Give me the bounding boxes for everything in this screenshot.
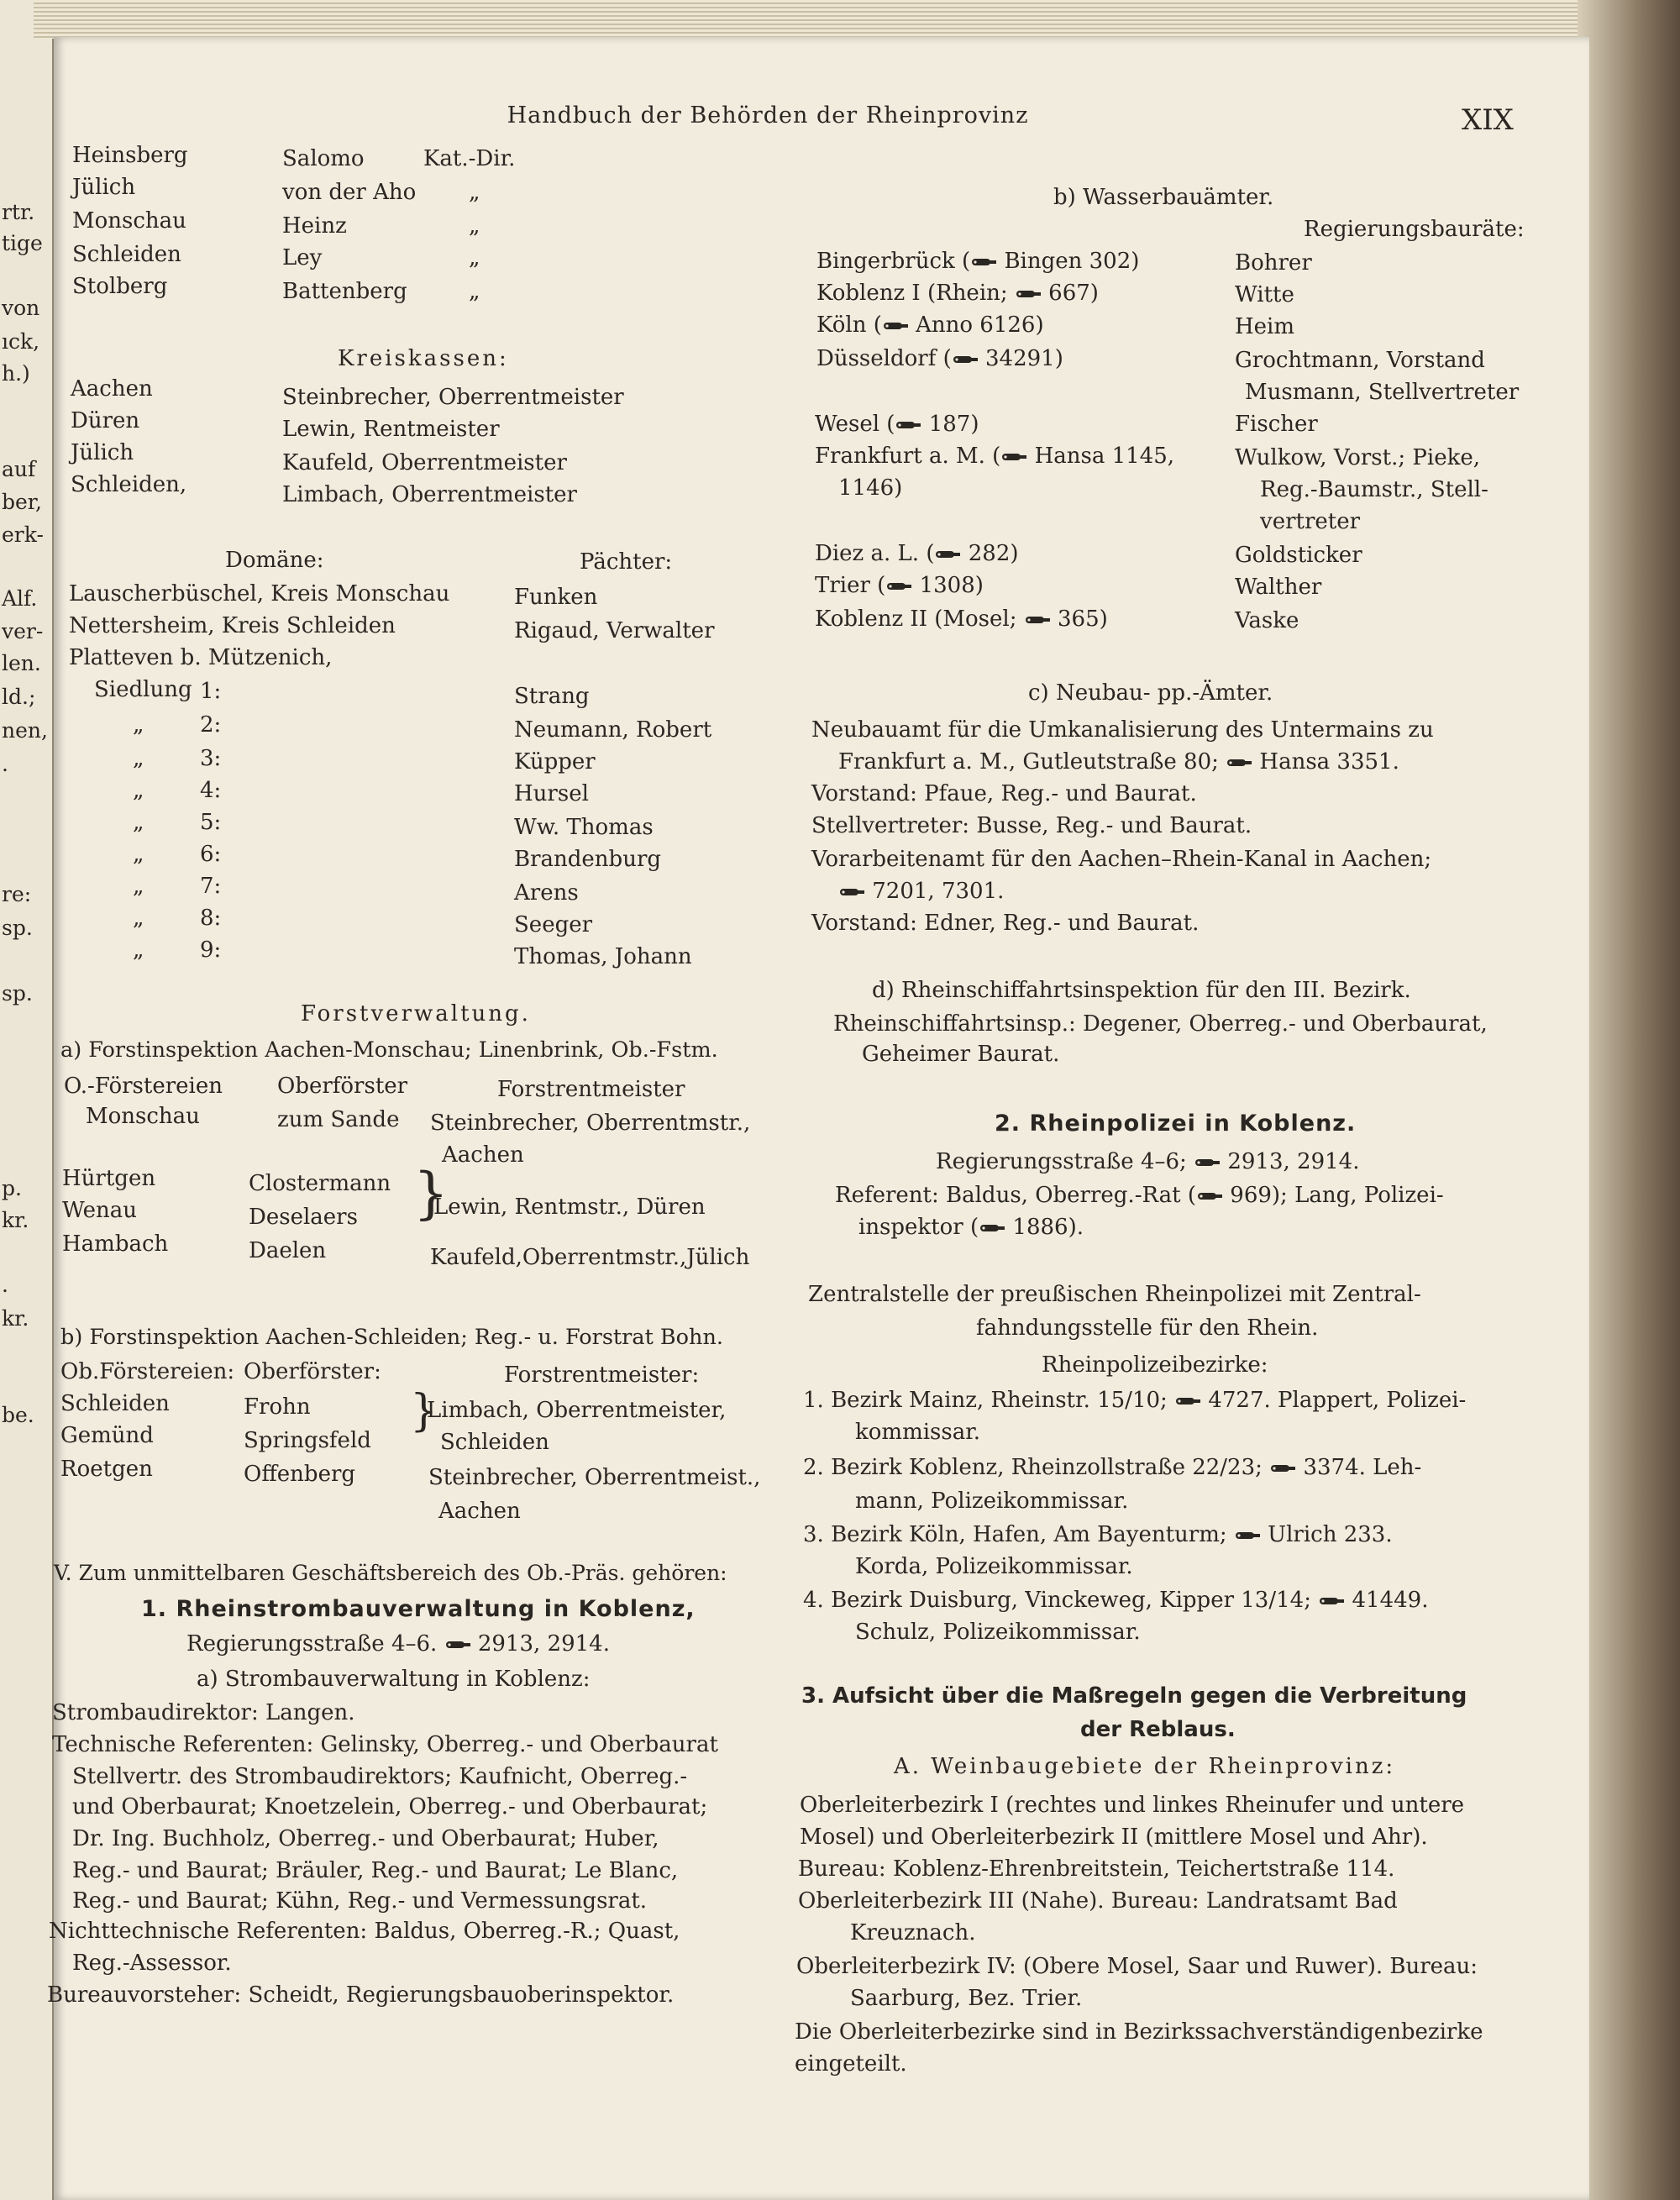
column-heading: Pächter:	[580, 549, 673, 575]
text-line: Oberleiterbezirk IV: (Obere Mosel, Saar und Ruwer). Bureau:	[796, 1954, 1478, 1979]
text-line: Bureauvorsteher: Scheidt, Regierungsbauoberinspektor.	[47, 1982, 675, 2008]
rentmeister-name: Steinbrecher, Oberrentmeist.,	[428, 1465, 761, 1490]
edge-text: kr.	[2, 1208, 29, 1232]
amt-entry	[815, 608, 1108, 630]
baurat-name: Heim	[1235, 314, 1295, 339]
subsection-title: 1. Rheinstrombauverwaltung in Koblenz,	[141, 1596, 696, 1622]
edge-text: h.)	[2, 361, 30, 386]
forstinspektion-a: a) Forstinspektion Aachen-Monschau; Linenbrink, Ob.-Fstm.	[60, 1037, 718, 1063]
telephone-number: 34291)	[985, 346, 1063, 371]
telephone-icon	[970, 256, 997, 268]
text-line: fahndungsstelle für den Rhein.	[976, 1315, 1319, 1341]
bezirk-text: Ulrich 233.	[1268, 1522, 1393, 1547]
amt-name: Düsseldorf (	[816, 346, 952, 371]
edge-text: ld.;	[2, 685, 36, 709]
address	[186, 1633, 610, 1655]
section-heading: Kreiskassen:	[338, 346, 509, 371]
telephone-number: Hansa 3351.	[1259, 749, 1399, 774]
text-line: und Oberbaurat; Knoetzelein, Oberreg.- und Oberbaurat;	[72, 1794, 708, 1819]
telephone-number: 7201, 7301.	[872, 879, 1005, 904]
domaene-name: Nettersheim, Kreis Schleiden	[69, 613, 396, 638]
column-heading: Ob.Förstereien:	[60, 1359, 235, 1384]
ditto-mark: „	[133, 746, 144, 771]
telephone-icon	[1196, 1190, 1223, 1202]
amt-name: Diez a. L. (	[815, 541, 935, 566]
foersterei-name: Gemünd	[60, 1423, 154, 1448]
text-line	[838, 751, 1399, 773]
paechter-name: Rigaud, Verwalter	[514, 618, 715, 643]
siedlung-label: Siedlung	[94, 677, 192, 702]
amt-entry	[815, 575, 984, 596]
oberfoerster-name: Frohn	[244, 1394, 311, 1420]
text-line: Bureau: Koblenz-Ehrenbreitstein, Teichertstraße 114.	[798, 1856, 1395, 1882]
amt-name: Trier (	[815, 573, 886, 598]
rentmeister-name: Limbach, Oberrentmeister,	[427, 1398, 727, 1423]
address-text: Regierungsstraße 4–6.	[186, 1631, 438, 1657]
page-stack-edge	[34, 0, 1613, 39]
edge-text: rtr.	[2, 200, 35, 224]
foersterei-name: Hambach	[62, 1231, 169, 1257]
siedlung-number: 8:	[200, 906, 222, 931]
telephone-icon	[895, 419, 921, 431]
kreis-name: Jülich	[72, 175, 136, 200]
baurat-name: Reg.-Baumstr., Stell-	[1260, 477, 1488, 502]
page-number: XIX	[1462, 103, 1514, 137]
telephone-number: 969); Lang, Polizei-	[1230, 1183, 1444, 1208]
ditto-mark: „	[469, 245, 480, 270]
edge-text: be.	[2, 1403, 34, 1427]
rentmeister-name: Steinbrecher, Oberrentmstr.,	[430, 1111, 751, 1136]
rentmeister-place: Aachen	[438, 1499, 521, 1524]
telephone-number: 282)	[968, 541, 1019, 566]
text-line: Neubauamt für die Umkanalisierung des Untermains zu	[811, 717, 1434, 743]
edge-text: ber,	[2, 490, 42, 514]
amt-name: Köln (	[816, 312, 882, 338]
text-line: Oberleiterbezirk III (Nahe). Bureau: Landratsamt Bad	[798, 1888, 1398, 1914]
book-spine-edge	[1578, 0, 1680, 2200]
foersterei-name: Monschau	[86, 1104, 200, 1129]
kreis-name: Heinsberg	[72, 143, 188, 168]
official-name: Battenberg	[282, 279, 407, 304]
column-heading: O.-Förstereien	[64, 1074, 223, 1099]
official-name: Limbach, Oberrentmeister	[282, 482, 577, 507]
baurat-name: Vaske	[1235, 608, 1299, 633]
telephone-number: Anno 6126)	[916, 312, 1044, 338]
bezirk-text: 4727. Plappert, Polizei-	[1208, 1388, 1467, 1413]
edge-text: p.	[2, 1176, 22, 1200]
official-name: Kaufeld, Oberrentmeister	[282, 450, 567, 475]
baurat-name: Wulkow, Vorst.; Pieke,	[1235, 445, 1480, 470]
forstinspektion-b: b) Forstinspektion Aachen-Schleiden; Reg.- u. Forstrat Bohn.	[60, 1325, 723, 1350]
siedlung-number: 3:	[200, 746, 222, 771]
domaene-name: Lauscherbüschel, Kreis Monschau	[69, 581, 450, 606]
ditto-mark: „	[133, 937, 144, 963]
curly-brace-icon: }	[413, 1161, 449, 1226]
edge-text: kr.	[2, 1306, 29, 1331]
telephone-icon	[1194, 1157, 1221, 1168]
foersterei-name: Hürtgen	[62, 1166, 156, 1191]
edge-text: auf	[2, 457, 36, 481]
edge-text: ver-	[2, 619, 44, 643]
siedlung-number: 6:	[200, 842, 222, 867]
siedlung-number: 2:	[200, 712, 222, 738]
telephone-icon	[882, 320, 909, 332]
kreis-name: Düren	[71, 408, 140, 433]
edge-text: len.	[2, 651, 41, 675]
siedlung-number: 7:	[200, 874, 222, 899]
domaene-name: Platteven b. Mützenich,	[69, 645, 333, 670]
ditto-mark: „	[469, 180, 480, 205]
baurat-name: Goldsticker	[1235, 543, 1362, 568]
text-line: Oberleiterbezirk I (rechtes und linkes Rheinufer und untere	[800, 1793, 1465, 1818]
bezirk-text: 3. Bezirk Köln, Hafen, Am Bayenturm;	[803, 1522, 1227, 1547]
amt-entry	[815, 445, 1174, 467]
rentmeister-name: Lewin, Rentmstr., Düren	[433, 1195, 706, 1220]
oberfoerster-name: zum Sande	[277, 1107, 400, 1132]
paechter-name: Strang	[514, 684, 590, 709]
siedlung-number: 4:	[200, 778, 222, 803]
bezirk-text: Korda, Polizeikommissar.	[855, 1554, 1133, 1579]
book-page	[47, 37, 1589, 2200]
edge-text: sp.	[2, 981, 33, 1005]
text-line: eingeteilt.	[795, 2051, 907, 2077]
column-heading: Forstrentmeister	[497, 1077, 685, 1102]
bezirk-text: Schulz, Polizeikommissar.	[855, 1620, 1141, 1645]
sub-heading: Rheinpolizeibezirke:	[1042, 1352, 1268, 1378]
telephone-number: 1308)	[919, 573, 984, 598]
amt-name: Wesel (	[815, 412, 895, 437]
baurat-name: Walther	[1235, 575, 1322, 600]
text-line: Die Oberleiterbezirke sind in Bezirkssachverständigenbezirke	[795, 2019, 1483, 2045]
edge-text: .	[2, 752, 8, 776]
ditto-mark: „	[469, 279, 480, 304]
amt-name: Frankfurt a. M. (	[815, 444, 1001, 469]
text-line: Vorstand: Pfaue, Reg.- und Baurat.	[811, 781, 1197, 806]
official-name: Heinz	[282, 213, 347, 239]
kreis-name: Schleiden	[72, 242, 181, 267]
subsection-title: der Reblaus.	[1080, 1717, 1236, 1742]
column-heading: Oberförster	[277, 1074, 408, 1099]
sub-heading: d) Rheinschiffahrtsinspektion für den III. Bezirk.	[872, 978, 1411, 1003]
kreis-name: Stolberg	[72, 274, 168, 299]
bezirk-entry	[803, 1457, 1421, 1478]
edge-text: tige	[2, 231, 43, 255]
column-heading: Forstrentmeister:	[504, 1363, 700, 1388]
baurat-name: Fischer	[1235, 412, 1318, 437]
telephone-icon	[979, 1222, 1005, 1234]
telephone-number: Hansa 1145,	[1034, 444, 1175, 469]
kreis-name: Aachen	[71, 376, 153, 402]
running-header: Handbuch der Behörden der Rheinprovinz	[507, 102, 1029, 129]
bezirk-text: 41449.	[1352, 1588, 1429, 1613]
edge-text: Alf.	[2, 586, 38, 611]
sub-heading: A. Weinbaugebiete der Rheinprovinz:	[894, 1754, 1396, 1779]
edge-text: re:	[2, 882, 32, 906]
telephone-number: 1886).	[1012, 1215, 1084, 1240]
foersterei-name: Schleiden	[60, 1391, 170, 1416]
text-line: Reg.- und Baurat; Bräuler, Reg.- und Baurat; Le Blanc,	[72, 1858, 679, 1883]
telephone-icon	[952, 354, 979, 365]
telephone-icon	[885, 580, 912, 592]
rentmeister-name: Kaufeld,Oberrentmstr.,Jülich	[430, 1245, 750, 1270]
amt-entry	[816, 348, 1063, 370]
curly-brace-icon: }	[410, 1386, 438, 1436]
text-line: Reg.- und Baurat; Kühn, Reg.- und Vermessungsrat.	[72, 1888, 648, 1914]
baurat-name: Grochtmann, Vorstand	[1235, 348, 1485, 373]
amt-name: Koblenz II (Mosel;	[815, 606, 1017, 632]
telephone-icon	[1015, 288, 1042, 300]
baurat-name: Witte	[1235, 282, 1294, 307]
oberfoerster-name: Daelen	[249, 1238, 327, 1263]
telephone-icon	[1269, 1462, 1296, 1474]
telephone-number: 2913, 2914.	[1227, 1149, 1360, 1174]
amt-entry	[815, 543, 1019, 564]
paechter-name: Thomas, Johann	[514, 944, 692, 969]
siedlung-number: 9:	[200, 937, 222, 963]
siedlung-number: 5:	[200, 810, 222, 835]
rentmeister-place: Aachen	[442, 1142, 524, 1168]
column-heading: Domäne:	[225, 548, 324, 573]
telephone-icon	[444, 1639, 471, 1651]
text-part: Frankfurt a. M., Gutleutstraße 80;	[838, 749, 1219, 774]
ditto-mark: „	[469, 213, 480, 239]
telephone-icon	[838, 886, 865, 898]
kreis-name: Schleiden,	[71, 472, 187, 497]
edge-text: ıck,	[2, 329, 40, 354]
text-line: Stellvertr. des Strombaudirektors; Kaufnicht, Oberreg.-	[72, 1764, 688, 1789]
paechter-name: Arens	[514, 880, 579, 906]
text-line: Saarburg, Bez. Trier.	[850, 1986, 1083, 2011]
oberfoerster-name: Offenberg	[244, 1462, 356, 1487]
text-line: Dr. Ing. Buchholz, Oberreg.- und Oberbaurat; Huber,	[72, 1826, 659, 1851]
telephone-number: 187)	[928, 412, 979, 437]
address-text: Regierungsstraße 4–6;	[936, 1149, 1187, 1174]
telephone-number: 667)	[1048, 281, 1099, 306]
text-line: Mosel) und Oberleiterbezirk II (mittlere Mosel und Ahr).	[800, 1825, 1428, 1850]
official-name: Lewin, Rentmeister	[282, 417, 500, 442]
text-line: Zentralstelle der preußischen Rheinpolizei mit Zentral-	[808, 1282, 1421, 1307]
bezirk-text: 3374. Leh-	[1303, 1455, 1422, 1480]
sub-heading: b) Wasserbauämter.	[1053, 185, 1274, 210]
sub-heading: c) Neubau- pp.-Ämter.	[1028, 680, 1273, 706]
telephone-icon	[934, 549, 961, 560]
paechter-name: Küpper	[514, 749, 596, 774]
amt-entry	[815, 413, 979, 435]
foersterei-name: Roetgen	[60, 1457, 153, 1482]
text-line	[835, 1184, 1444, 1206]
column-heading: Oberförster:	[244, 1359, 381, 1384]
edge-text: sp.	[2, 916, 33, 940]
oberfoerster-name: Deselaers	[249, 1205, 358, 1230]
siedlung-number: 1:	[200, 679, 222, 704]
text-line: Vorstand: Edner, Reg.- und Baurat.	[811, 911, 1200, 936]
text-line: Rheinschiffahrtsinsp.: Degener, Oberreg.- und Oberbaurat,	[833, 1011, 1488, 1037]
address	[936, 1151, 1359, 1173]
text-line: Kreuznach.	[850, 1920, 976, 1945]
amt-name: Bingerbrück (	[816, 249, 971, 274]
edge-text: nen,	[2, 718, 48, 743]
text-line: Technische Referenten: Gelinsky, Oberreg.- und Oberbaurat	[52, 1732, 718, 1757]
baurat-name: Bohrer	[1235, 250, 1312, 276]
official-title: Kat.-Dir.	[423, 146, 516, 171]
oberfoerster-name: Clostermann	[249, 1171, 391, 1196]
paechter-name: Brandenburg	[514, 847, 662, 872]
text-line	[858, 1216, 1084, 1238]
paechter-name: Seeger	[514, 912, 593, 937]
text-line: Nichttechnische Referenten: Baldus, Oberreg.-R.; Quast,	[49, 1919, 680, 1944]
kreis-name: Jülich	[71, 440, 134, 465]
kreis-name: Monschau	[72, 208, 186, 234]
official-name: Ley	[282, 245, 323, 270]
ditto-mark: „	[133, 712, 144, 738]
ditto-mark: „	[133, 778, 144, 803]
text-part: inspektor (	[858, 1215, 979, 1240]
oberfoerster-name: Springsfeld	[244, 1428, 371, 1453]
paechter-name: Funken	[514, 585, 598, 610]
baurat-name: Musmann, Stellvertreter	[1245, 380, 1520, 405]
text-line: Reg.-Assessor.	[72, 1951, 232, 1976]
paechter-name: Neumann, Robert	[514, 717, 712, 743]
text-line: Strombaudirektor: Langen.	[52, 1700, 355, 1725]
bezirk-text: mann, Polizeikommissar.	[855, 1489, 1129, 1514]
bezirk-entry	[803, 1389, 1466, 1411]
telephone-number: 2913, 2914.	[477, 1631, 610, 1657]
official-name: Salomo	[282, 146, 365, 171]
telephone-icon	[1318, 1595, 1345, 1607]
section-heading: Forstverwaltung.	[301, 1001, 531, 1026]
text-line	[838, 880, 1004, 902]
column-heading: Regierungsbauräte:	[1304, 217, 1525, 242]
bezirk-text: 4. Bezirk Duisburg, Vinckeweg, Kipper 13/14;	[803, 1588, 1311, 1613]
edge-text: .	[2, 1273, 8, 1297]
baurat-name: vertreter	[1260, 509, 1361, 534]
paechter-name: Ww. Thomas	[514, 815, 654, 840]
sub-heading: a) Strombauverwaltung in Koblenz:	[197, 1667, 591, 1692]
telephone-number: 365)	[1058, 606, 1108, 632]
bezirk-text: 2. Bezirk Koblenz, Rheinzollstraße 22/23;	[803, 1455, 1263, 1480]
telephone-number: 1146)	[838, 475, 903, 501]
ditto-mark: „	[133, 874, 144, 899]
amt-entry	[816, 250, 1139, 272]
amt-name: Koblenz I (Rhein;	[816, 281, 1008, 306]
bezirk-text: 1. Bezirk Mainz, Rheinstr. 15/10;	[803, 1388, 1168, 1413]
ditto-mark: „	[133, 810, 144, 835]
edge-text: erk-	[2, 522, 44, 547]
section-v-line: V. Zum unmittelbaren Geschäftsbereich des Ob.-Präs. gehören:	[54, 1561, 727, 1585]
foersterei-name: Wenau	[62, 1198, 137, 1223]
text-line: Vorarbeitenamt für den Aachen–Rhein-Kanal in Aachen;	[811, 847, 1432, 872]
telephone-icon	[1174, 1395, 1201, 1407]
telephone-icon	[1000, 451, 1027, 463]
official-name: Steinbrecher, Oberrentmeister	[282, 385, 624, 410]
amt-entry	[816, 314, 1044, 336]
adjacent-page-edge	[0, 0, 55, 2200]
ditto-mark: „	[133, 842, 144, 867]
bezirk-text: kommissar.	[855, 1420, 981, 1445]
paechter-name: Hursel	[514, 781, 589, 806]
bezirk-entry	[803, 1524, 1393, 1546]
rentmeister-place: Schleiden	[440, 1430, 549, 1455]
text-line: Stellvertreter: Busse, Reg.- und Baurat.	[811, 813, 1252, 838]
telephone-icon	[1024, 614, 1051, 626]
bezirk-entry	[803, 1589, 1428, 1611]
telephone-number: Bingen 302)	[1004, 249, 1140, 274]
amt-entry	[816, 282, 1099, 304]
text-part: Referent: Baldus, Oberreg.-Rat (	[835, 1183, 1197, 1208]
telephone-icon	[1226, 757, 1252, 769]
official-name: von der Aho	[282, 180, 417, 205]
edge-text: von	[2, 296, 40, 320]
text-line: Geheimer Baurat.	[862, 1042, 1060, 1067]
telephone-icon	[1234, 1530, 1261, 1541]
subsection-title: 2. Rheinpolizei in Koblenz.	[995, 1111, 1357, 1137]
ditto-mark: „	[133, 906, 144, 931]
subsection-title: 3. Aufsicht über die Maßregeln gegen die Verbreitung	[801, 1683, 1467, 1709]
